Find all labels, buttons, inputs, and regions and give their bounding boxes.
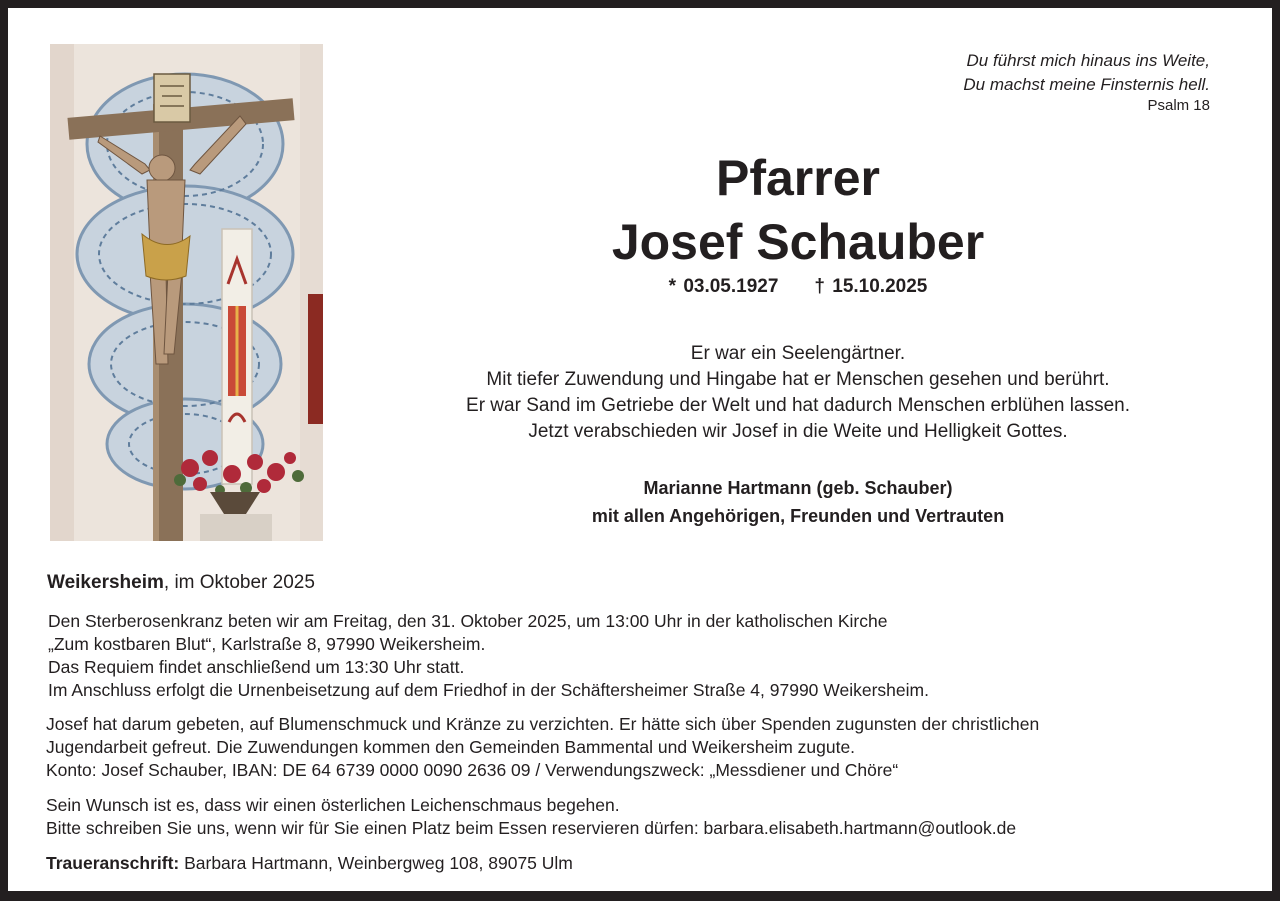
- donation-line: Jugendarbeit gefreut. Die Zuwendungen kommen den Gemeinden Bammental und Weikersheim zugute.: [46, 737, 856, 757]
- deceased-name: Josef Schauber: [611, 214, 985, 270]
- mourner-family: mit allen Angehörigen, Freunden und Vertrauten: [591, 506, 1005, 526]
- deceased-title: [373, 146, 1223, 274]
- address-label: Traueranschrift:: [46, 853, 180, 873]
- donation-line: Josef hat darum gebeten, auf Blumenschmuck und Kränze zu verzichten. Er hätte sich über Spenden zugunsten der christlichen: [46, 714, 1040, 734]
- mourning-address: [46, 852, 573, 875]
- donation-info: [46, 713, 1039, 782]
- psalm-quote: [963, 49, 1210, 115]
- eulogy-line: Er war ein Seelengärtner.: [690, 343, 906, 364]
- psalm-line-2: Du machst meine Finsternis hell.: [963, 75, 1210, 94]
- title-line-1: Pfarrer: [716, 150, 880, 206]
- place-date: [47, 572, 315, 594]
- service-line: Den Sterberosenkranz beten wir am Freitag, den 31. Oktober 2025, um 13:00 Uhr in der katholischen Kirche: [48, 611, 888, 631]
- life-dates: [373, 276, 1223, 298]
- donation-line: Konto: Josef Schauber, IBAN: DE 64 6739 0000 0090 2636 09 / Verwendungszweck: „Messdiener und Chöre“: [46, 760, 899, 780]
- birth-date: * 03.05.1927: [668, 276, 779, 297]
- address-value: Barbara Hartmann, Weinbergweg 108, 89075 Ulm: [179, 853, 573, 873]
- obituary-card: [8, 8, 1272, 891]
- meal-line: Sein Wunsch ist es, dass wir einen österlichen Leichenschmaus begehen.: [46, 795, 620, 815]
- mourners-signature: [373, 474, 1223, 530]
- service-line: „Zum kostbaren Blut“, Karlstraße 8, 97990 Weikersheim.: [48, 634, 486, 654]
- eulogy-text: [373, 341, 1223, 445]
- eulogy-line: Mit tiefer Zuwendung und Hingabe hat er Menschen gesehen und berührt.: [486, 369, 1110, 390]
- service-line: Das Requiem findet anschließend um 13:30 Uhr statt.: [48, 657, 465, 677]
- crucifix-photo: [50, 44, 323, 541]
- death-date: † 15.10.2025: [814, 276, 928, 297]
- meal-info: [46, 794, 1016, 840]
- meal-line: Bitte schreiben Sie uns, wenn wir für Sie einen Platz beim Essen reservieren dürfen: barbara.elisabeth.hartmann@outlook.de: [46, 818, 1017, 838]
- eulogy-line: Er war Sand im Getriebe der Welt und hat dadurch Menschen erblühen lassen.: [466, 395, 1130, 416]
- eulogy-line: Jetzt verabschieden wir Josef in die Weite und Helligkeit Gottes.: [528, 421, 1068, 442]
- psalm-line-1: Du führst mich hinaus ins Weite,: [966, 51, 1210, 70]
- mourner-name: Marianne Hartmann (geb. Schauber): [643, 478, 953, 498]
- service-line: Im Anschluss erfolgt die Urnenbeisetzung auf dem Friedhof in der Schäftersheimer Straße 4, 97990 Weikersheim.: [48, 680, 929, 700]
- place-month: , im Oktober 2025: [163, 572, 315, 593]
- service-info: [48, 610, 929, 702]
- place-city: Weikersheim: [47, 572, 164, 593]
- crucifix-icon: [50, 44, 323, 541]
- psalm-reference: Psalm 18: [1147, 97, 1210, 114]
